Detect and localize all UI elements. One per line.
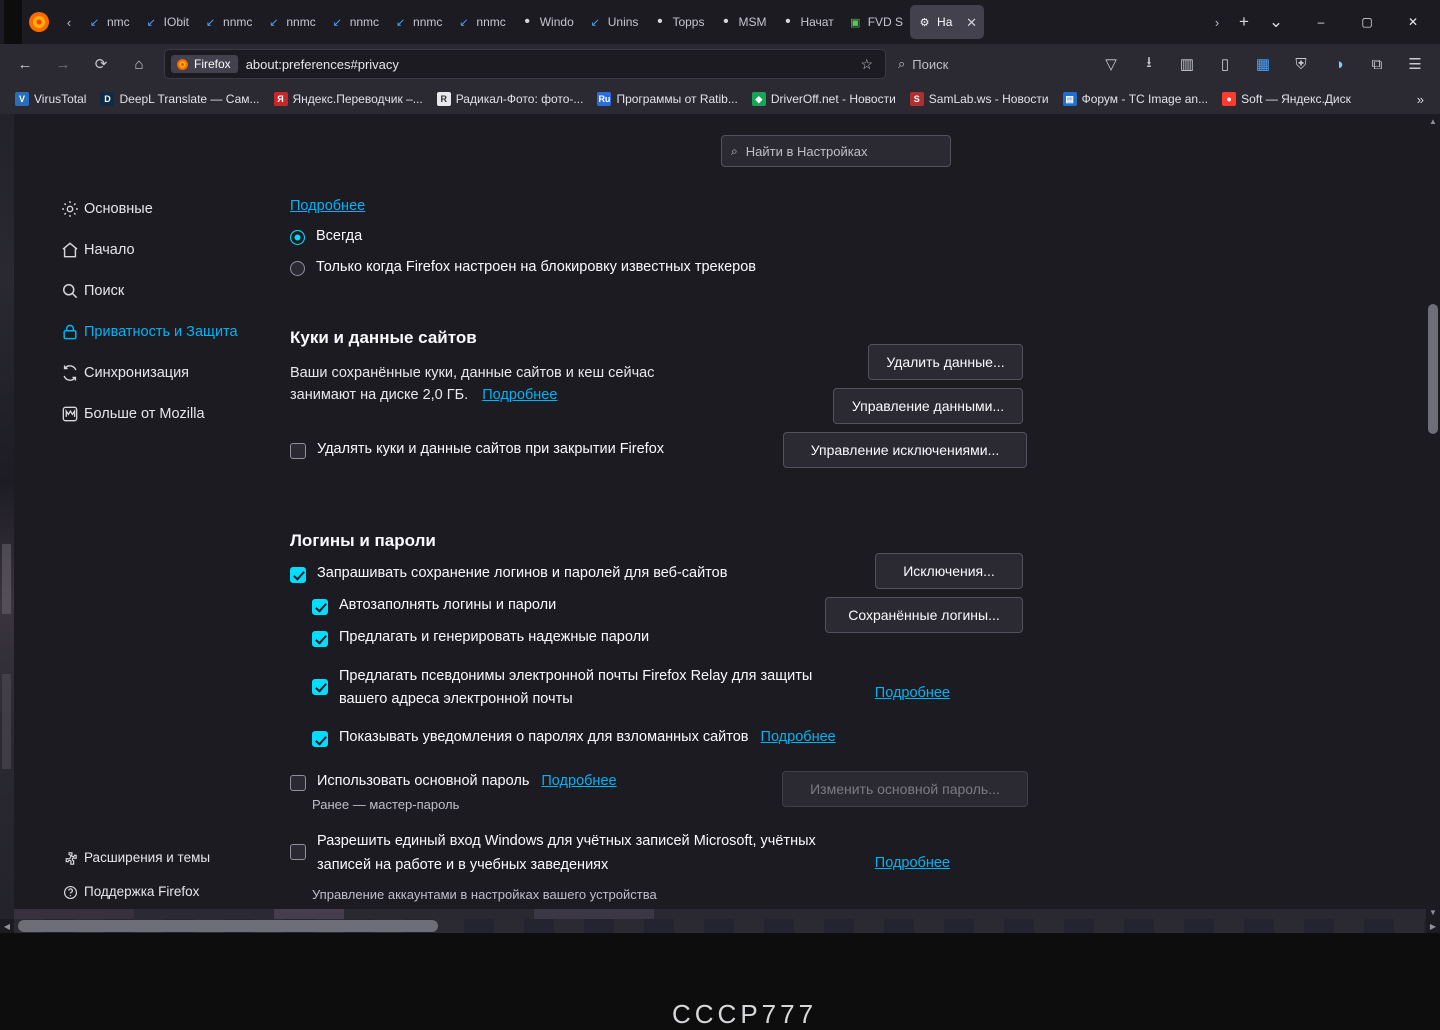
forward-button[interactable]: → <box>55 55 71 73</box>
logins-buttons <box>783 553 1028 633</box>
vertical-scrollbar[interactable] <box>1426 114 1440 919</box>
firefox-logo-icon <box>176 58 189 71</box>
breach-alerts-learn-more-link[interactable]: Подробнее <box>760 729 836 746</box>
breach-alerts-checkbox[interactable] <box>312 731 328 747</box>
downloads-icon[interactable]: ⭳ <box>1146 53 1152 71</box>
cookies-description <box>290 362 790 407</box>
sidebar-item-home[interactable] <box>48 231 268 269</box>
bookmarks-toolbar <box>0 84 1440 114</box>
window-controls <box>1298 0 1436 44</box>
download-icon: ↙ <box>395 16 406 29</box>
dot-icon: • <box>785 13 791 30</box>
accounts-settings-note: Управление аккаунтами в настройках вашего устройства <box>312 886 657 902</box>
relay-learn-more-link[interactable]: Подробнее <box>874 684 950 701</box>
preferences-page <box>14 114 1440 1029</box>
firefox-relay-text <box>339 665 812 711</box>
sidebar-item-sync[interactable] <box>48 354 268 392</box>
bookmarks-overflow-button[interactable]: » <box>1416 91 1424 107</box>
tab-label: MSM <box>738 15 767 29</box>
primary-password-learn-more-link[interactable]: Подробнее <box>541 773 617 790</box>
sidebar-item-general[interactable] <box>48 190 268 228</box>
cookies-heading: Куки и данные сайтов <box>290 328 477 347</box>
app-menu-button[interactable]: ☰ <box>1408 56 1422 73</box>
dnt-only-when-radio[interactable] <box>290 261 305 276</box>
bookmark-item[interactable] <box>267 90 430 108</box>
clear-data-button[interactable]: Удалить данные... <box>868 344 1023 380</box>
tab-item[interactable] <box>80 5 137 39</box>
bookmark-label: SamLab.ws - Новости <box>928 92 1049 106</box>
tab-scroll-right-button[interactable]: › <box>1214 14 1220 30</box>
tab-label: Начат <box>800 15 834 29</box>
sidebar-item-firefox-support[interactable] <box>48 877 278 908</box>
bookmark-item[interactable] <box>1056 90 1215 108</box>
horizontal-scrollbar[interactable] <box>0 919 1440 933</box>
tab-list <box>80 3 1206 41</box>
home-icon <box>56 240 84 260</box>
tab-item[interactable] <box>513 5 581 39</box>
home-button[interactable]: ⌂ <box>134 55 144 73</box>
tab-label: nnmc <box>286 15 316 29</box>
logins-heading: Логины и пароли <box>290 530 436 550</box>
bookmark-item[interactable] <box>903 90 1056 108</box>
background-photo-strip <box>14 909 1426 919</box>
tab-label: На <box>937 15 953 29</box>
account-extension-icon[interactable]: ◑ <box>1334 55 1344 73</box>
horizontal-scrollbar-thumb[interactable] <box>18 920 438 932</box>
content-area <box>0 114 1440 1029</box>
gear-icon: ⚙ <box>919 16 930 29</box>
tab-item[interactable] <box>449 5 512 39</box>
download-icon: ↙ <box>146 16 156 29</box>
bookmark-label: Форум - TC Image an... <box>1081 92 1209 106</box>
sidebar-item-label: Поиск <box>84 282 125 299</box>
preferences-search-placeholder: Найти в Настройках <box>745 143 868 159</box>
mozilla-icon <box>56 404 84 424</box>
scroll-right-arrow-icon[interactable]: ▶ <box>1429 921 1437 931</box>
bookmark-item[interactable] <box>745 90 903 108</box>
dnt-only-when-radio-row[interactable] <box>290 259 990 276</box>
tab-label: nnmc <box>413 15 443 29</box>
bookmark-item[interactable] <box>430 90 591 108</box>
download-icon: ↙ <box>590 16 600 29</box>
firefox-relay-line2: вашего адреса электронной почты <box>339 691 573 708</box>
dot-icon: • <box>524 13 531 30</box>
windows-sso-line2: записей на работе и в учебных заведениях <box>317 856 609 873</box>
tab-label: nnmc <box>476 15 506 29</box>
download-icon: ↙ <box>205 16 216 29</box>
puzzle-icon <box>56 850 84 867</box>
autofill-logins-label: Автозаполнять логины и пароли <box>339 596 557 613</box>
dnt-always-radio-row[interactable] <box>290 228 990 245</box>
breach-alerts-label: Показывать уведомления о паролях для взломанных сайтов <box>339 729 749 746</box>
window-left-edge <box>4 0 22 44</box>
cookies-learn-more-link[interactable]: Подробнее <box>482 387 558 404</box>
suggest-generate-passwords-checkbox[interactable] <box>312 631 328 647</box>
preferences-main-pane <box>290 198 1005 902</box>
ask-to-save-logins-checkbox[interactable] <box>290 567 306 583</box>
tab-item[interactable] <box>841 5 910 39</box>
primary-password-checkbox[interactable] <box>290 775 306 791</box>
cookies-description-line2: занимают на диске 2,0 ГБ. <box>290 387 469 404</box>
cookies-section <box>290 328 1005 459</box>
pocket-icon[interactable]: ▽ <box>1105 56 1117 73</box>
clear-cookies-on-close-label: Удалять куки и данные сайтов при закрытии Firefox <box>317 440 665 457</box>
windows-sso-checkbox[interactable] <box>290 844 306 860</box>
firefox-relay-line1: Предлагать псевдонимы электронной почты Firefox Relay для защиты <box>339 667 813 684</box>
bookmark-label: VirusTotal <box>34 92 87 106</box>
download-icon: ↙ <box>269 16 279 29</box>
change-primary-password-button: Изменить основной пароль... <box>782 771 1028 807</box>
dnt-only-when-label: Только когда Firefox настроен на блокировку известных трекеров <box>316 259 757 275</box>
tab-label: Unins <box>607 15 639 29</box>
search-icon: ⌕ <box>898 56 906 71</box>
bookmark-favicon-icon: Ru <box>598 94 611 104</box>
tab-label: Topps <box>672 15 705 29</box>
lock-icon <box>56 322 84 342</box>
tab-item[interactable] <box>645 5 711 39</box>
page-left-edge-strip <box>0 114 14 933</box>
search-placeholder: Поиск <box>912 56 949 72</box>
bookmark-item[interactable] <box>1215 90 1358 108</box>
dnt-always-radio[interactable] <box>290 230 305 245</box>
bookmark-favicon-icon: ● <box>1222 92 1236 106</box>
sidebar-item-label: Больше от Mozilla <box>84 405 205 422</box>
bookmark-item[interactable] <box>8 90 93 108</box>
tab-label: FVD S <box>867 15 904 29</box>
bookmark-label: Радикал-Фото: фото-... <box>455 92 584 106</box>
search-bar[interactable] <box>892 49 1092 79</box>
dnt-always-label: Всегда <box>316 228 363 244</box>
cookies-description-line1: Ваши сохранённые куки, данные сайтов и кеш сейчас <box>290 365 655 381</box>
sidebar-item-label: Основные <box>84 200 153 217</box>
tracking-learn-more-link[interactable]: Подробнее <box>290 198 366 214</box>
tab-item[interactable] <box>581 5 646 39</box>
bookmark-star-icon[interactable]: ☆ <box>860 55 873 72</box>
site-favicon-icon: ▣ <box>850 16 861 29</box>
bookmark-favicon-icon: Я <box>274 92 288 106</box>
extensions-icon[interactable]: ⧉ <box>1371 55 1383 73</box>
identity-label: Firefox <box>194 57 231 71</box>
tab-item[interactable] <box>386 5 449 39</box>
scroll-up-arrow-icon[interactable]: ▲ <box>1429 116 1437 126</box>
tab-item[interactable] <box>323 5 386 39</box>
preferences-search-input[interactable] <box>721 135 951 167</box>
bookmark-label: Яндекс.Переводчик –... <box>292 92 423 106</box>
sidebar-item-privacy[interactable] <box>48 313 268 351</box>
sidebar-item-more-from-mozilla[interactable] <box>48 395 268 433</box>
tab-item[interactable] <box>196 5 259 39</box>
cookies-buttons <box>783 344 1028 468</box>
list-all-tabs-button[interactable]: ⌄ <box>1268 12 1284 31</box>
download-icon: ↙ <box>89 16 100 29</box>
scroll-left-arrow-icon[interactable]: ◀ <box>3 921 11 931</box>
address-bar[interactable] <box>164 49 886 79</box>
tab-close-icon[interactable]: ✕ <box>966 14 978 30</box>
new-tab-button[interactable]: + <box>1239 12 1249 31</box>
bookmark-label: DeepL Translate — Сам... <box>119 92 260 106</box>
sidebar-item-label: Расширения и темы <box>84 850 211 866</box>
tab-label: IObit <box>163 15 190 29</box>
tab-scroll-left-button[interactable]: ‹ <box>66 14 72 30</box>
clear-cookies-on-close-checkbox[interactable] <box>290 443 306 459</box>
sidebar-item-label: Синхронизация <box>84 364 190 381</box>
former-master-password-note: Ранее — мастер-пароль <box>312 797 460 813</box>
logins-section <box>290 530 1000 902</box>
bookmark-item[interactable] <box>93 90 266 108</box>
sidebar-item-extensions-themes[interactable] <box>48 843 278 874</box>
bookmark-item[interactable] <box>590 90 744 108</box>
bookmark-favicon-icon: S <box>910 92 924 106</box>
dot-icon: • <box>723 13 729 30</box>
tab-label: nnmc <box>223 15 253 29</box>
preferences-sidebar <box>48 190 268 436</box>
windows-sso-line1: Разрешить единый вход Windows для учётных записей Microsoft, учётных <box>317 833 816 850</box>
window-minimize-button[interactable]: – <box>1317 15 1325 29</box>
bookmark-label: DriverOff.net - Новости <box>770 92 896 106</box>
shield-extension-icon[interactable]: ⛨ <box>1295 55 1307 73</box>
ask-to-save-logins-label: Запрашивать сохранение логинов и паролей для веб-сайтов <box>317 564 728 581</box>
scroll-down-arrow-icon[interactable]: ▼ <box>1429 907 1437 917</box>
toolbar-buttons <box>1092 48 1434 80</box>
gear-icon <box>56 199 84 219</box>
tab-item[interactable] <box>773 5 840 39</box>
window-maximize-button[interactable]: ▢ <box>1361 15 1373 29</box>
download-icon: ↙ <box>459 16 469 29</box>
tab-label: Windo <box>539 15 574 29</box>
tab-item[interactable] <box>711 5 773 39</box>
dot-icon: • <box>657 13 663 30</box>
bookmark-favicon-icon: V <box>15 92 29 106</box>
manage-exceptions-button[interactable]: Управление исключениями... <box>783 432 1027 468</box>
navigation-toolbar <box>0 44 1440 84</box>
bookmark-label: Программы от Ratib... <box>616 92 738 106</box>
primary-password-label: Использовать основной пароль <box>317 773 530 790</box>
download-icon: ↙ <box>332 16 342 29</box>
bookmark-favicon-icon: ▤ <box>1063 92 1077 106</box>
sidebar-icon[interactable]: ▯ <box>1220 56 1230 73</box>
bookmark-favicon-icon: ◆ <box>752 92 766 106</box>
breach-alerts-row[interactable] <box>312 729 990 747</box>
url-text: about:preferences#privacy <box>245 56 399 72</box>
login-exceptions-button[interactable]: Исключения... <box>875 553 1023 589</box>
sidebar-item-label: Начало <box>84 241 135 258</box>
tab-item-selected[interactable] <box>910 5 984 39</box>
search-icon: ⌕ <box>731 143 738 158</box>
window-close-button[interactable]: ✕ <box>1407 15 1419 29</box>
tab-item[interactable] <box>259 5 322 39</box>
sidebar-item-label: Поддержка Firefox <box>84 884 200 900</box>
tab-strip <box>0 0 1440 44</box>
saved-logins-button[interactable]: Сохранённые логины... <box>825 597 1023 633</box>
sync-icon <box>56 363 84 383</box>
sso-learn-more-link[interactable]: Подробнее <box>874 854 950 871</box>
search-icon <box>56 281 84 301</box>
suggest-generate-passwords-label: Предлагать и генерировать надежные пароли <box>339 628 650 645</box>
windows-sso-text <box>317 830 816 876</box>
manage-data-button[interactable]: Управление данными... <box>833 388 1023 424</box>
library-icon[interactable]: ▥ <box>1179 56 1195 73</box>
bookmark-favicon-icon: R <box>437 92 451 106</box>
tab-label: nmc <box>107 15 130 29</box>
preferences-sidebar-bottom <box>48 843 278 911</box>
firefox-logo-icon <box>24 7 54 37</box>
question-icon <box>56 884 84 901</box>
firefox-relay-checkbox[interactable] <box>312 679 328 695</box>
watermark: CCCP777 <box>672 999 818 1029</box>
autofill-logins-checkbox[interactable] <box>312 599 328 615</box>
tab-label: nnmc <box>349 15 380 29</box>
bookmark-label: Soft — Яндекс.Диск <box>1241 92 1351 106</box>
bookmark-favicon-icon: D <box>100 92 114 106</box>
sidebar-item-search[interactable] <box>48 272 268 310</box>
identity-chip[interactable] <box>171 55 238 73</box>
tab-item[interactable] <box>137 5 196 39</box>
container-extension-icon[interactable]: ▦ <box>1255 56 1271 73</box>
sidebar-item-label: Приватность и Защита <box>84 323 238 340</box>
reload-button[interactable]: ⟳ <box>94 56 108 73</box>
back-button[interactable]: ← <box>17 55 33 73</box>
vertical-scrollbar-thumb[interactable] <box>1428 304 1438 434</box>
